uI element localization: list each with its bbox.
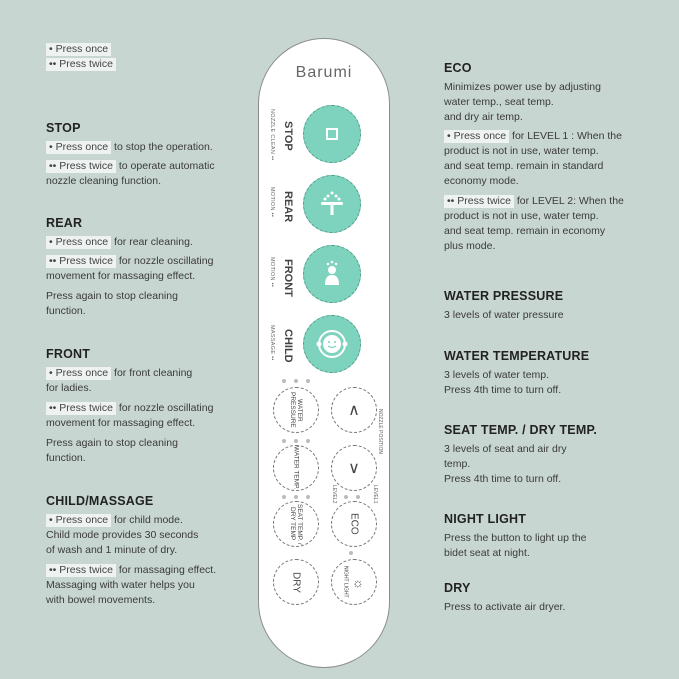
front-twice-text2: movement for massaging effect. [46, 417, 196, 429]
water-temp-button[interactable] [273, 445, 319, 491]
seat-temp-l3: Press 4th time to turn off. [444, 473, 562, 485]
eco-title: ECO [444, 61, 472, 75]
child-section [46, 494, 246, 608]
sun-icon: ☼ [350, 574, 366, 590]
night-light-l2: bidet seat at night. [444, 547, 530, 559]
stop-twice-text: to operate automatic [115, 160, 215, 172]
front-twice-text: for nozzle oscillating [115, 402, 214, 414]
indicator-dot [282, 439, 286, 443]
front-again2: function. [46, 452, 86, 464]
stop-button[interactable] [303, 105, 361, 163]
water-pressure-button-label: WATER PRESSURE [289, 392, 303, 428]
press-once-tag: • Press once [46, 367, 111, 380]
water-pressure-button[interactable] [273, 387, 319, 433]
dry-l1: Press to activate air dryer. [444, 601, 566, 613]
water-pressure-title: WATER PRESSURE [444, 289, 564, 303]
eco-o4: economy mode. [444, 175, 519, 187]
child-label: CHILD [282, 329, 294, 363]
night-light-title: NIGHT LIGHT [444, 512, 527, 526]
water-pressure-l1: 3 levels of water pressure [444, 309, 564, 321]
rear-icon [317, 189, 347, 219]
legend-press-once: • Press once [46, 43, 111, 56]
press-twice-tag: •• Press twice [444, 195, 514, 208]
rear-again1: Press again to stop cleaning [46, 290, 178, 302]
indicator-dot [306, 495, 310, 499]
rear-once-text: for rear cleaning. [111, 236, 193, 248]
indicator-dot [306, 439, 310, 443]
front-title: FRONT [46, 347, 91, 361]
front-button[interactable] [303, 245, 361, 303]
stop-once-text: to stop the operation. [111, 141, 213, 153]
legend-press-twice: •• Press twice [46, 58, 116, 71]
stop-icon [326, 128, 338, 140]
eco-button[interactable] [331, 501, 377, 547]
night-light-l1: Press the button to light up the [444, 532, 587, 544]
indicator-dot [282, 495, 286, 499]
child-l6: with bowel movements. [46, 594, 156, 606]
child-button[interactable] [303, 315, 361, 373]
night-light-button[interactable] [331, 559, 377, 605]
water-temp-l2: Press 4th time to turn off. [444, 384, 562, 396]
eco-indicator-dot [356, 495, 360, 499]
night-light-section [444, 512, 644, 561]
seat-temp-title: SEAT TEMP. / DRY TEMP. [444, 423, 598, 437]
seat-temp-button-label: SEAT TEMP. / DRY TEMP [289, 503, 303, 545]
press-twice-tag: •• Press twice [46, 564, 116, 577]
seat-temp-l2: temp. [444, 458, 471, 470]
indicator-dot [294, 379, 298, 383]
rear-button[interactable] [303, 175, 361, 233]
eco-l2: water temp., seat temp. [444, 96, 554, 108]
indicator-dot [306, 379, 310, 383]
stop-section [46, 121, 246, 189]
dry-section [444, 581, 644, 615]
night-light-indicator-dot [349, 551, 353, 555]
nozzle-position-label: NOZZLE POSITION [377, 409, 383, 455]
nozzle-down-button[interactable] [331, 445, 377, 491]
chevron-up-icon: ∧ [348, 402, 360, 419]
water-temp-l1: 3 levels of water temp. [444, 369, 550, 381]
child-l3: of wash and 1 minute of dry. [46, 544, 178, 556]
rear-motion-label: MOTION •• [269, 187, 275, 218]
eco-l1: Minimizes power use by adjusting [444, 81, 601, 93]
child-l5: Massaging with water helps you [46, 579, 195, 591]
dry-button[interactable] [273, 559, 319, 605]
eco-indicator-dot [344, 495, 348, 499]
stop-title: STOP [46, 121, 81, 135]
press-twice-tag: •• Press twice [46, 402, 116, 415]
rear-label: REAR [282, 191, 294, 223]
press-once-tag: • Press once [46, 141, 111, 154]
seat-temp-section [444, 423, 644, 487]
chevron-down-icon: ∨ [348, 460, 360, 477]
press-twice-tag: •• Press twice [46, 255, 116, 268]
eco-twice-text: for LEVEL 2: When the [513, 195, 624, 207]
rear-twice-text: for nozzle oscillating [115, 255, 214, 267]
rear-again2: function. [46, 305, 86, 317]
front-motion-label: MOTION •• [269, 257, 275, 288]
eco-t4: plus mode. [444, 240, 496, 252]
water-temp-section [444, 349, 644, 398]
front-once-text: for front cleaning [111, 367, 193, 379]
water-temp-title: WATER TEMPERATURE [444, 349, 590, 363]
rear-twice-text2: movement for massaging effect. [46, 270, 196, 282]
front-once-text2: for ladies. [46, 382, 92, 394]
front-again1: Press again to stop cleaning [46, 437, 178, 449]
child-twice-text: for massaging effect. [115, 564, 217, 576]
eco-once-text: for LEVEL 1 : When the [509, 130, 622, 142]
nozzle-clean-label: NOZZLE CLEAN •• [269, 109, 275, 161]
nozzle-up-button[interactable] [331, 387, 377, 433]
dry-title: DRY [444, 581, 471, 595]
child-l2: Child mode provides 30 seconds [46, 529, 199, 541]
child-face-icon [315, 327, 349, 361]
front-section [46, 347, 246, 466]
eco-t2: product is not in use, water temp. [444, 210, 599, 222]
eco-o3: and seat temp. remain in standard [444, 160, 604, 172]
rear-title: REAR [46, 216, 83, 230]
eco-t3: and seat temp. remain in economy [444, 225, 606, 237]
level1-label: LEVEL1 [372, 485, 378, 504]
indicator-dot [294, 495, 298, 499]
child-once-text: for child mode. [111, 514, 183, 526]
press-once-tag: • Press once [46, 514, 111, 527]
stop-twice-text2: nozzle cleaning function. [46, 175, 161, 187]
night-light-button-label: NIGHT LIGHT [342, 566, 349, 598]
seat-temp-l1: 3 levels of seat and air dry [444, 443, 567, 455]
front-icon [317, 259, 347, 289]
water-pressure-section [444, 289, 644, 323]
indicator-dot [294, 439, 298, 443]
press-once-tag: • Press once [46, 236, 111, 249]
rear-section [46, 216, 246, 319]
brand-logo: Barumi [295, 64, 353, 81]
eco-o2: product is not in use, water temp. [444, 145, 599, 157]
press-once-tag: • Press once [444, 130, 509, 143]
seat-temp-button[interactable] [273, 501, 319, 547]
remote-control [258, 38, 390, 668]
dry-button-label: DRY [290, 571, 302, 593]
water-temp-button-label: WATER TEMP. [292, 446, 300, 490]
stop-label: STOP [282, 121, 294, 151]
press-twice-tag: •• Press twice [46, 160, 116, 173]
eco-button-label: ECO [348, 513, 360, 535]
eco-section [444, 61, 644, 254]
child-title: CHILD/MASSAGE [46, 494, 154, 508]
massage-label: MASSAGE •• [269, 325, 275, 361]
eco-l3: and dry air temp. [444, 111, 523, 123]
front-label: FRONT [282, 259, 294, 297]
indicator-dot [282, 379, 286, 383]
level2-label: LEVEL2 [331, 485, 337, 504]
